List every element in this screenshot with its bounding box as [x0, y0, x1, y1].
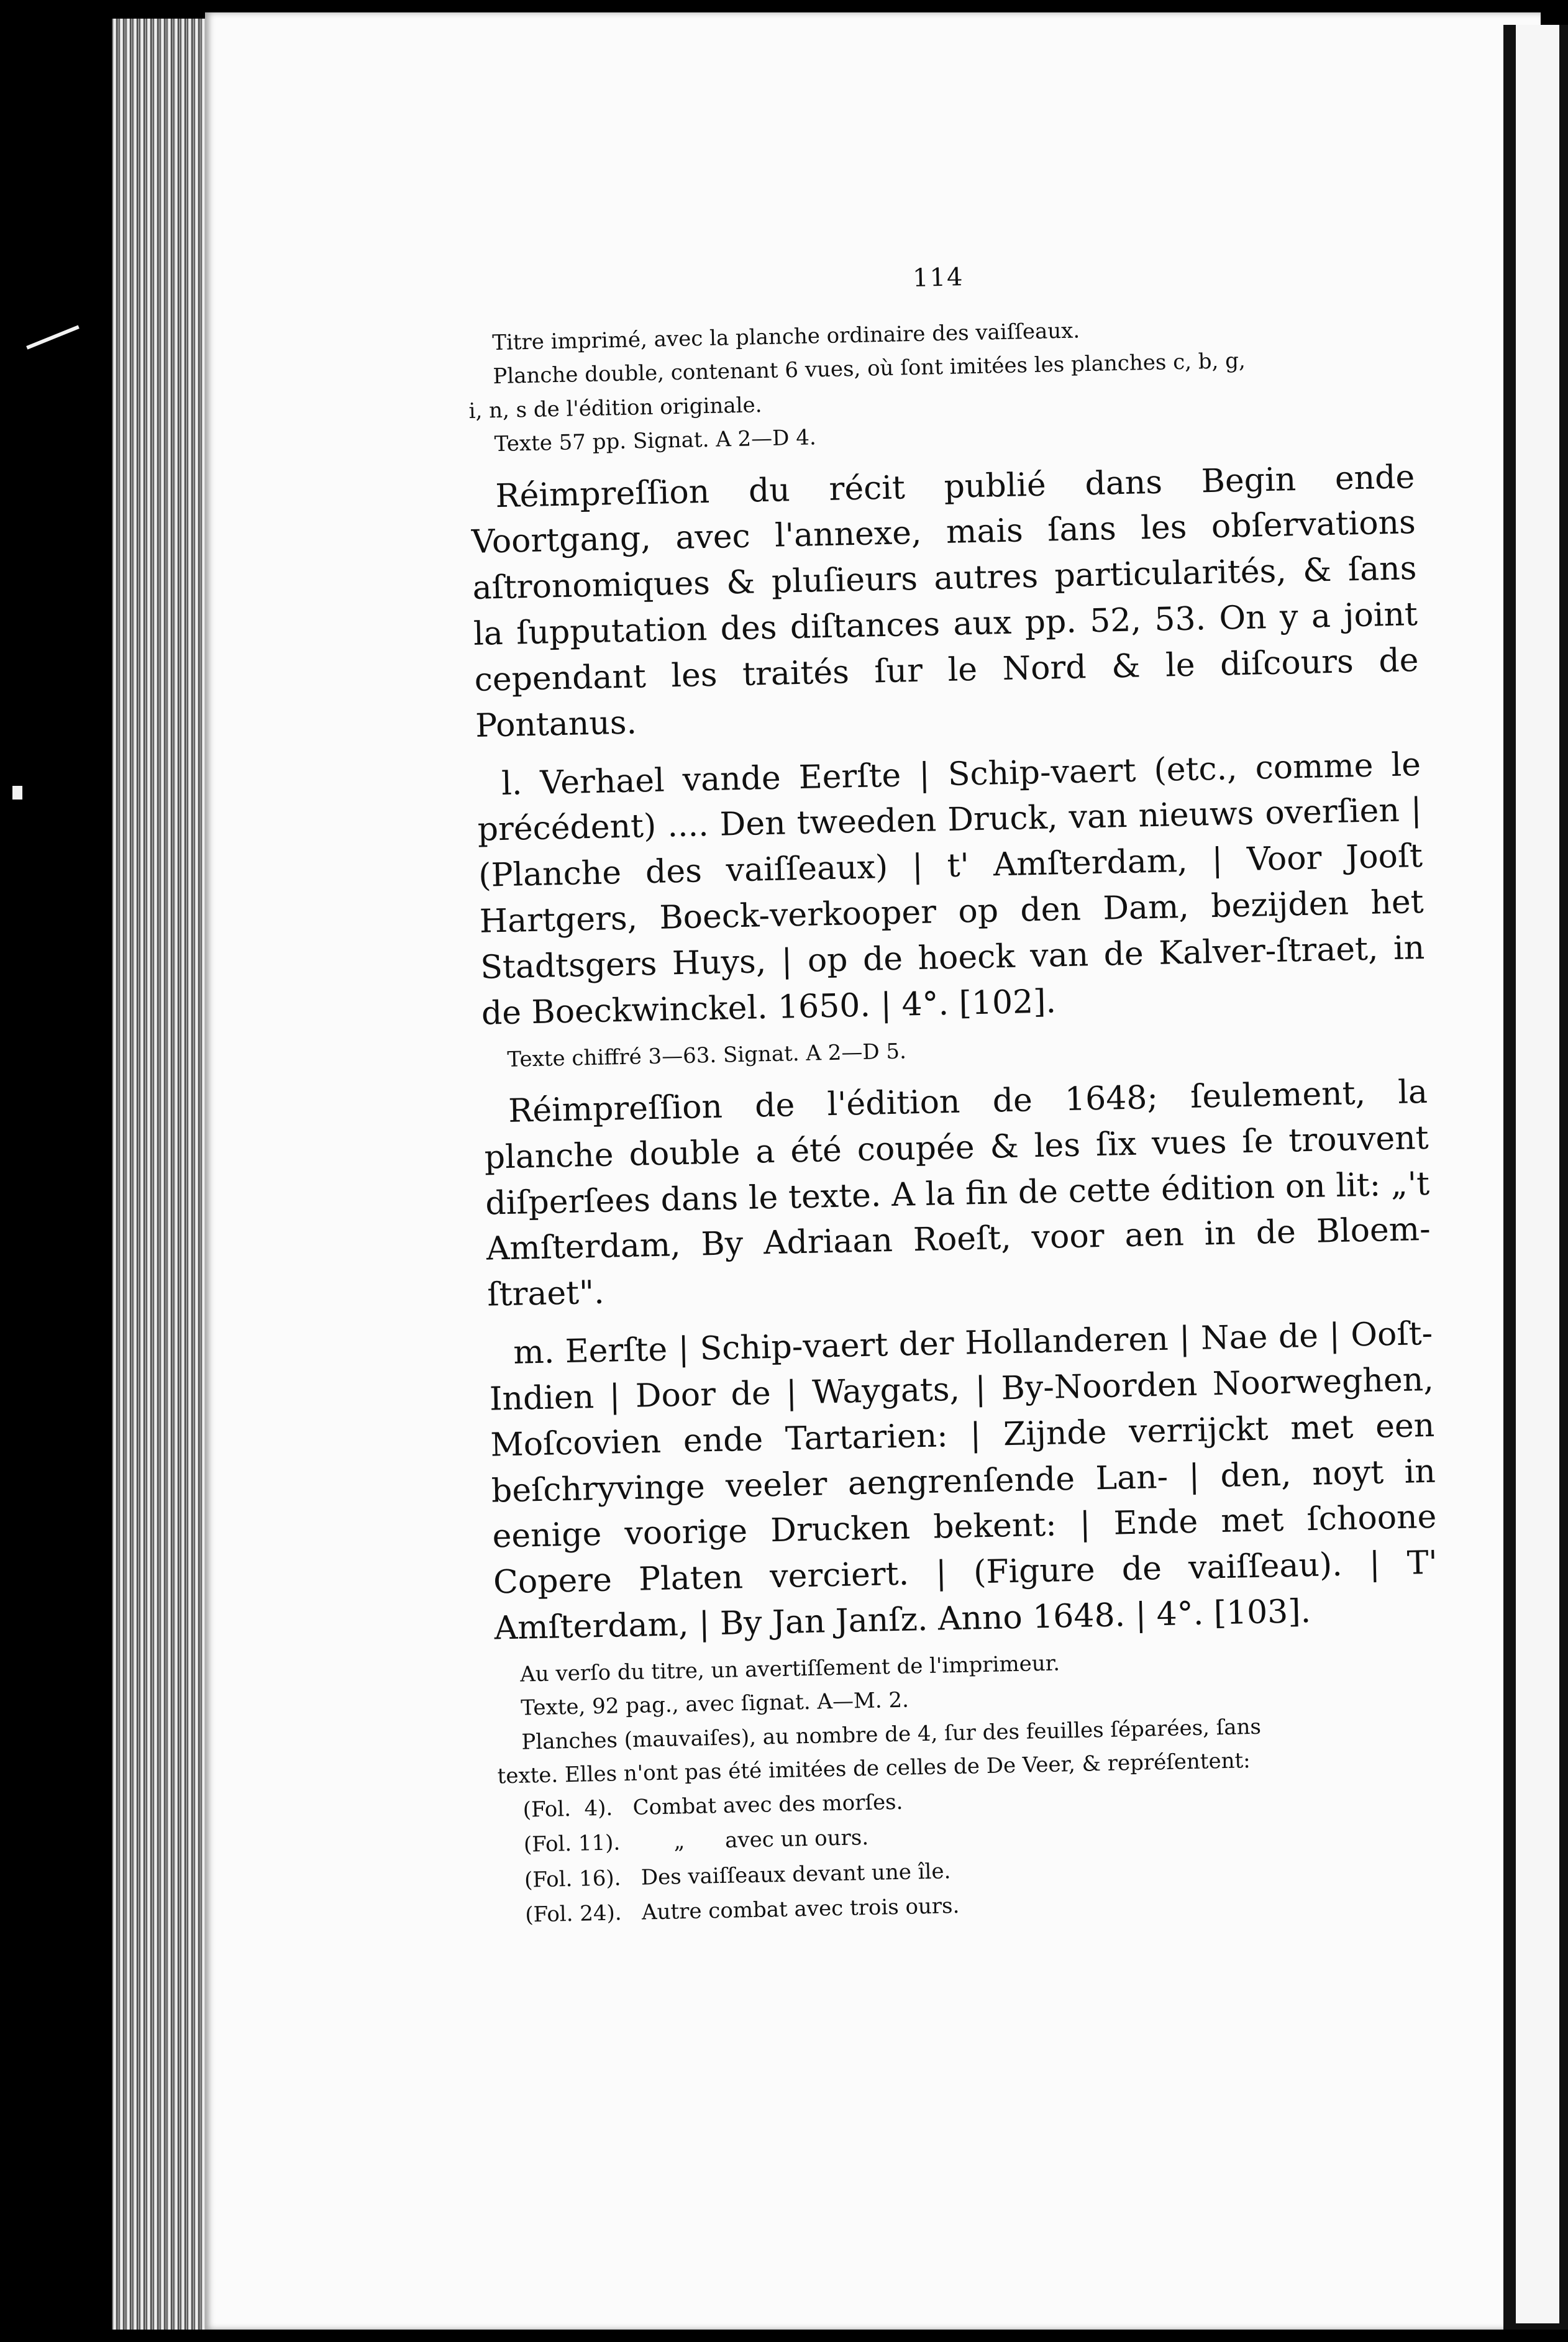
- block-0: [467, 307, 1414, 462]
- plate-item: (Fol. 4). Combat avec des morſes.: [522, 1790, 903, 1823]
- note-line: Texte chiffré 3—63. Signat. A 2—D 5.: [507, 1038, 907, 1072]
- book-page-edges: [112, 19, 211, 2330]
- entry-l: l. Verhael vande Eerſte | Schip-vaert (etc., comme le précédent) .... Den tweeden Druck, van nieuws overſien | (Planche des vaiſſeaux) | t' Amſterdam, | Voor Jooſt Hartgers, Boeck-verkooper op den Dam, bezijden het Stadtsgers Huys, | op de hoeck van de Kalver-ſtraet, in de Boeckwinckel. 1650. | 4°. [102].: [477, 745, 1425, 1032]
- plate-item: (Fol. 24). Autre combat avec trois ours.: [524, 1893, 960, 1928]
- note-line: Titre imprimé, avec la planche ordinaire des vaiſſeaux.: [491, 318, 1080, 356]
- entry-m: m. Eerſte | Schip-vaert der Hollanderen | Nae de | Ooſt-Indien | Door de | Waygats, | By-Noorden Noorweghen, Moſcovien ende Tartarien: | Zijnde verrijckt met een beſchryvinge veeler aengrenſende Lan- | den, noyt in eenige voorige Drucken bekent: | Ende met ſchoone Copere Platen verciert. | (Figure de vaiſſeau). | T' Amſterdam, | By Jan Janſz. Anno 1648. | 4°. [103].: [489, 1315, 1438, 1647]
- plate-item: (Fol. 11). „ avec un ours.: [523, 1825, 869, 1858]
- note-line: texte. Elles n'ont pas été imitées de celles de De Veer, & repréſentent:: [497, 1748, 1251, 1789]
- note-line: Planches (mauvaiſes), au nombre de 4, ſur des feuilles ſéparées, ſans: [521, 1714, 1262, 1755]
- paragraph-reimpression: Réimpreſſion du récit publié dans Begin ende Voortgang, avec l'annexe, mais ſans les obſervations aſtronomiques & pluſieurs autres particularités, & ſans la ſupputation des diſtances aux pp. 52, 53. On y a joint cependant les traités ſur le Nord & le diſcours de Pontanus.: [471, 458, 1420, 745]
- scan-artifact: [26, 325, 80, 349]
- scan-artifact: [12, 786, 22, 800]
- note-line: Texte 57 pp. Signat. A 2—D 4.: [494, 425, 817, 457]
- plates-list: [522, 1774, 1444, 1932]
- note-line: i, n, s de l'édition originale.: [468, 392, 762, 424]
- next-page-edge: [1516, 25, 1559, 2323]
- paragraph-reimpression-1648: Réimpreſſion de l'édition de 1648; ſeulement, la planche double a été coupée & les ſix vues ſe trouvent diſperſees dans le texte. A la fin de cette édition on lit: „'t Amſterdam, By Adriaan Roeſt, voor aen in de Bloem-ſtraet".: [484, 1073, 1431, 1314]
- block-6: [495, 1639, 1442, 1793]
- plate-item: (Fol. 16). Des vaiſſeaux devant une île.: [524, 1858, 951, 1893]
- page-content: [466, 253, 1445, 1933]
- note-line: Texte, 92 pag., avec ſignat. A—M. 2.: [520, 1687, 909, 1721]
- note-line: Planche double, contenant 6 vues, où ſont imitées les planches c, b, g,: [493, 349, 1246, 390]
- page-number: 114: [912, 263, 964, 293]
- note-line: Au verſo du titre, un avertiſſement de l'imprimeur.: [519, 1651, 1060, 1687]
